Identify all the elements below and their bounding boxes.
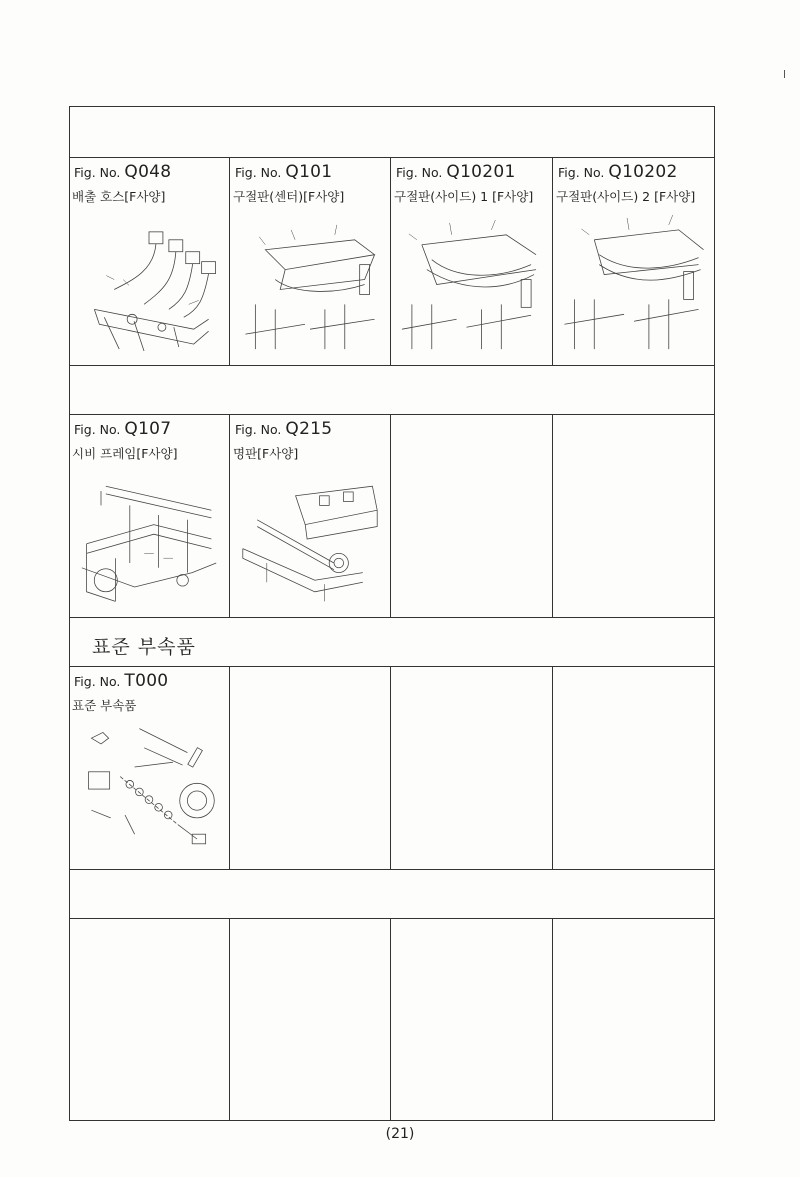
standard-accessories-drawing bbox=[73, 719, 225, 863]
margin-mark bbox=[784, 70, 785, 78]
page-number: (21) bbox=[385, 1126, 415, 1142]
nameplate-drawing bbox=[234, 467, 386, 611]
fig-label: Fig. No. bbox=[74, 674, 121, 689]
fig-label: Fig. No. bbox=[235, 165, 282, 180]
blank-band bbox=[69, 365, 715, 414]
side-divider-2-drawing bbox=[557, 210, 711, 359]
empty-cell bbox=[553, 415, 715, 617]
fig-name: 시비 프레임[F사양] bbox=[72, 446, 178, 461]
empty-cell bbox=[391, 919, 553, 1121]
figure-cell-q10201[interactable] bbox=[391, 158, 553, 365]
fertilizer-frame-drawing bbox=[73, 467, 225, 611]
center-divider-drawing bbox=[234, 210, 386, 359]
empty-cell bbox=[391, 415, 553, 617]
discharge-hose-drawing bbox=[73, 210, 225, 359]
fig-label: Fig. No. bbox=[74, 422, 121, 437]
fig-code: Q10201 bbox=[446, 162, 516, 182]
empty-cell bbox=[553, 667, 715, 869]
figure-row-2 bbox=[69, 414, 715, 617]
fig-label: Fig. No. bbox=[558, 165, 605, 180]
fig-name: 표준 부속품 bbox=[72, 698, 137, 713]
fig-code: Q107 bbox=[124, 419, 172, 439]
fig-name: 구절판(사이드) 2 [F사양] bbox=[556, 189, 696, 204]
figure-cell-q10202[interactable] bbox=[553, 158, 715, 365]
fig-code: Q215 bbox=[285, 419, 333, 439]
figure-row-4 bbox=[69, 918, 715, 1121]
section-title: 표준 부속품 bbox=[92, 636, 196, 658]
fig-code: Q048 bbox=[124, 162, 172, 182]
section-band bbox=[69, 617, 715, 666]
empty-cell bbox=[230, 919, 391, 1121]
fig-name: 배출 호스[F사양] bbox=[72, 189, 166, 204]
figure-cell-t000[interactable] bbox=[69, 667, 230, 869]
fig-label: Fig. No. bbox=[396, 165, 443, 180]
figure-cell-q048[interactable] bbox=[69, 158, 230, 365]
empty-cell bbox=[230, 667, 391, 869]
fig-name: 명판[F사양] bbox=[233, 446, 299, 461]
empty-cell bbox=[391, 667, 553, 869]
figure-cell-q215[interactable] bbox=[230, 415, 391, 617]
figure-row-3 bbox=[69, 666, 715, 869]
fig-code: Q101 bbox=[285, 162, 333, 182]
figure-row-1 bbox=[69, 157, 715, 365]
side-divider-1-drawing bbox=[395, 210, 548, 359]
fig-label: Fig. No. bbox=[74, 165, 121, 180]
fig-name: 구절판(센터)[F사양] bbox=[233, 189, 345, 204]
fig-code: Q10202 bbox=[608, 162, 678, 182]
figure-cell-q107[interactable] bbox=[69, 415, 230, 617]
fig-name: 구절판(사이드) 1 [F사양] bbox=[394, 189, 534, 204]
empty-cell bbox=[553, 919, 715, 1121]
empty-cell bbox=[69, 919, 230, 1121]
blank-band bbox=[69, 869, 715, 918]
fig-label: Fig. No. bbox=[235, 422, 282, 437]
figure-cell-q101[interactable] bbox=[230, 158, 391, 365]
fig-code: T000 bbox=[124, 671, 169, 691]
